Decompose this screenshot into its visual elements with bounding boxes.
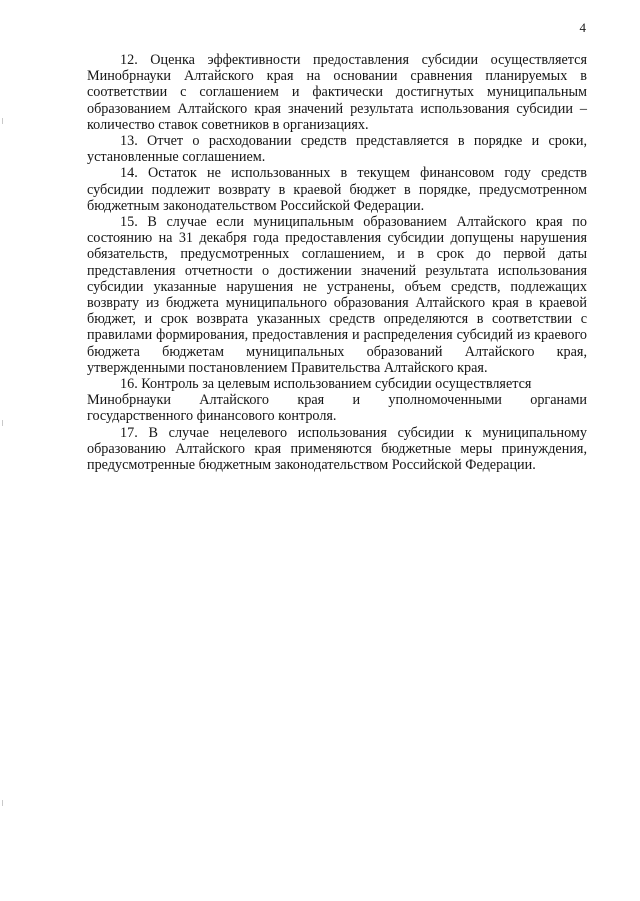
page-number: 4 <box>579 20 586 35</box>
paragraph-15: 15. В случае если муниципальным образованием Алтайского края по состоянию на 31 декабря года предоставления субсидии допущены нарушения обязательств, предусмотренных соглашением, и в срок до первой даты представления отчетности о достижении значений результата использования субсидии указанные нарушения не устранены, объем средств, подлежащих возврату из бюджета муниципального образования Алтайского края в краевой бюджет, и срок возврата указанных средств определяются в соответствии с правилами формирования, предоставления и распределения субсидий из краевого бюджета бюджетам муниципальных образований Алтайского края, утвержденными постановлением Правительства Алтайского края. <box>87 214 587 376</box>
paragraph-12: 12. Оценка эффективности предоставления субсидии осуществляется Минобрнауки Алтайского края на основании сравнения планируемых в соответствии с соглашением и фактически достигнутых муниципальным образованием Алтайского края значений результата использования субсидии – количество ставок советников в организациях. <box>87 52 587 133</box>
paragraph-16 <box>87 376 587 425</box>
paragraph-16-line-3: государственного финансового контроля. <box>87 408 337 425</box>
paragraph-16-line-1: 16. Контроль за целевым использованием субсидии осуществляется <box>120 376 532 393</box>
scan-artifact <box>2 420 3 426</box>
paragraph-16-line-2: Минобрнауки Алтайского края и уполномоченными органами <box>87 392 587 409</box>
document-body <box>87 52 587 473</box>
paragraph-17: 17. В случае нецелевого использования субсидии к муниципальному образованию Алтайского края применяются бюджетные меры принуждения, предусмотренные бюджетным законодательством Российской Федерации. <box>87 424 587 474</box>
paragraph-14: 14. Остаток не использованных в текущем финансовом году средств субсидии подлежит возврату в краевой бюджет в порядке, предусмотренном бюджетным законодательством Российской Федерации. <box>87 165 587 214</box>
paragraph-13: 13. Отчет о расходовании средств представляется в порядке и сроки, установленные соглашением. <box>87 133 587 166</box>
scan-artifact <box>2 118 3 124</box>
scan-artifact <box>2 800 3 806</box>
